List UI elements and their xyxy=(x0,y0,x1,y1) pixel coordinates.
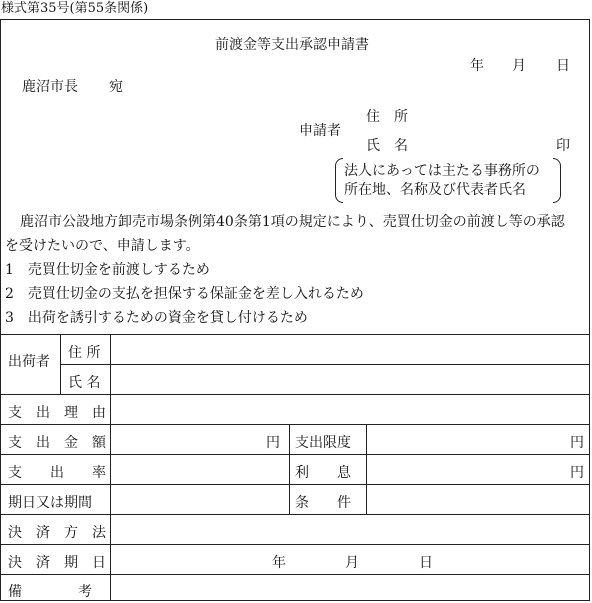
table-vline-mid-left xyxy=(289,424,290,514)
corporate-note-line2: 所在地、名称及び代表者氏名 xyxy=(344,182,526,198)
purpose-item-3: 3 出荷を誘引するための資金を貸し付けるため xyxy=(5,310,308,326)
applicant-name-label: 氏 名 xyxy=(366,138,408,154)
limit-yen-unit: 円 xyxy=(570,435,584,451)
table-line-top xyxy=(0,334,590,335)
table-line-shipper-mid xyxy=(60,364,590,365)
table-line-row8 xyxy=(0,574,590,575)
purpose-item-2: 2 売買仕切金の支払を担保する保証金を差し入れるため xyxy=(5,286,364,302)
shipper-label: 出荷者 xyxy=(8,354,50,370)
shipper-name-label: 氏 名 xyxy=(68,375,101,391)
interest-yen-unit: 円 xyxy=(570,465,584,481)
date-day-label: 日 xyxy=(556,58,570,74)
settlement-date-month: 月 xyxy=(345,555,359,571)
limit-label: 支出限度 xyxy=(295,435,351,451)
amount-label: 支 出 金 額 xyxy=(8,435,106,451)
shipper-address-label: 住 所 xyxy=(68,345,101,361)
table-vline-mid-right xyxy=(366,424,367,514)
table-line-row2 xyxy=(0,394,590,395)
settlement-method-label: 決 済 方 法 xyxy=(8,525,106,541)
rate-label: 支 出 率 xyxy=(8,465,106,481)
amount-yen-unit: 円 xyxy=(266,435,280,451)
table-vline-label xyxy=(110,334,111,601)
document-title: 前渡金等支出承認申請書 xyxy=(215,37,369,53)
body-text-line2: を受けたいので、申請します。 xyxy=(5,238,200,254)
table-line-row5 xyxy=(0,484,590,485)
settlement-date-label: 決 済 期 日 xyxy=(8,555,106,571)
applicant-address-label: 住 所 xyxy=(366,109,408,125)
conditions-label: 条 件 xyxy=(295,495,351,511)
bracket-right xyxy=(553,158,561,203)
addressee-name: 鹿沼市長 xyxy=(22,79,78,95)
corporate-note-line1: 法人にあっては主たる事務所の xyxy=(344,163,540,179)
table-line-row7 xyxy=(0,544,590,545)
body-text-line1: 鹿沼市公設地方卸売市場条例第40条第1項の規定により、売買仕切金の前渡し等の承認 xyxy=(20,214,565,230)
settlement-date-year: 年 xyxy=(272,555,286,571)
purpose-item-1: 1 売買仕切金を前渡しするため xyxy=(5,262,210,278)
reason-label: 支 出 理 由 xyxy=(8,405,106,421)
seal-mark: 印 xyxy=(556,138,570,154)
remarks-label: 備 考 xyxy=(8,584,92,600)
period-label: 期日又は期間 xyxy=(8,495,92,511)
bracket-left xyxy=(335,158,343,203)
table-vline-shipper xyxy=(60,334,61,394)
date-month-label: 月 xyxy=(512,58,526,74)
table-line-row6 xyxy=(0,514,590,515)
interest-label: 利 息 xyxy=(295,465,351,481)
addressee-honorific: 宛 xyxy=(109,79,123,95)
table-line-row3 xyxy=(0,424,590,425)
date-year-label: 年 xyxy=(470,58,484,74)
form-number: 様式第35号(第55条関係) xyxy=(1,1,149,16)
table-line-row4 xyxy=(0,454,590,455)
settlement-date-day: 日 xyxy=(419,555,433,571)
applicant-label: 申請者 xyxy=(299,123,341,139)
